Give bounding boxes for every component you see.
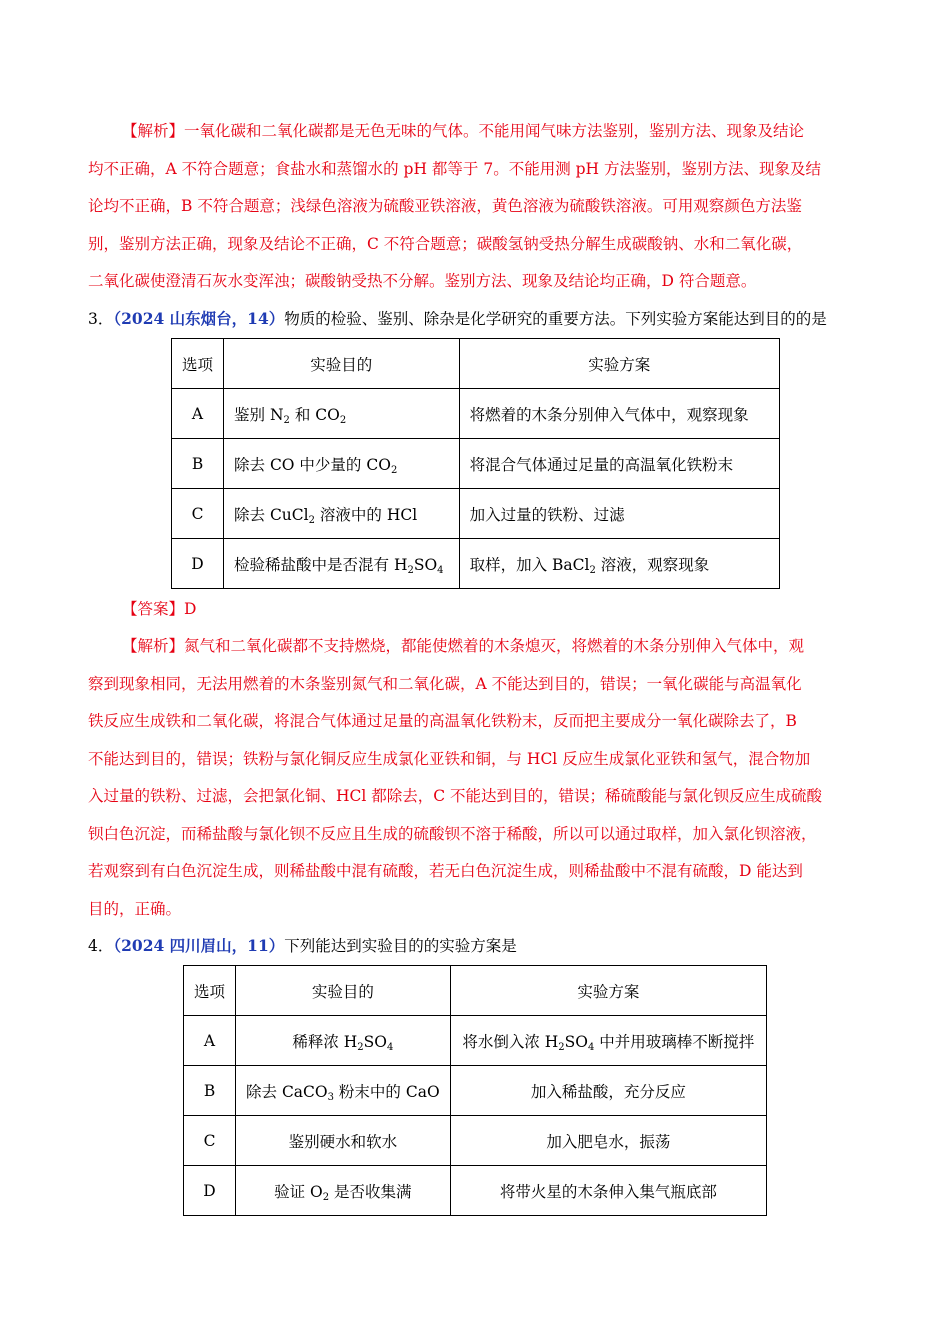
table-row — [172, 389, 780, 439]
header-option: 选项 — [172, 339, 224, 389]
question-3-table — [171, 338, 780, 589]
purpose-cell: 稀释浓 $H_2SO_4$ — [236, 1016, 451, 1066]
table-row — [184, 1016, 767, 1066]
option-cell: D — [184, 1166, 236, 1216]
analysis-label: 【解析】 — [122, 122, 185, 140]
analysis-line: 均不正确，A 不符合题意；食盐水和蒸馏水的 pH 都等于 7。不能用测 pH 方法鉴别，鉴别方法、现象及结 — [88, 159, 821, 178]
analysis-line: 【解析】一氧化碳和二氧化碳都是无色无味的气体。不能用闻气味方法鉴别，鉴别方法、现象及结论 — [122, 122, 805, 140]
table-row — [172, 489, 780, 539]
analysis-line: 别，鉴别方法正确，现象及结论不正确，C 不符合题意；碳酸氢钠受热分解生成碳酸钠、水和二氧化碳， — [88, 234, 803, 253]
plan-cell: 加入肥皂水，振荡 — [450, 1116, 766, 1166]
purpose-cell: 除去 CuCl$_2$ 溶液中的 HCl — [224, 489, 460, 539]
header-option: 选项 — [184, 966, 236, 1016]
question-3-answer — [122, 591, 196, 629]
question-text: 下列能达到实验目的的实验方案是 — [284, 937, 517, 955]
plan-cell: 将混合气体通过足量的高温氧化铁粉末 — [459, 439, 779, 489]
option-cell: D — [172, 539, 224, 589]
table-row — [172, 539, 780, 589]
plan-cell: 将水倒入浓 $H_2SO_4$ 中并用玻璃棒不断搅拌 — [450, 1016, 766, 1066]
header-plan: 实验方案 — [459, 339, 779, 389]
option-cell: A — [172, 389, 224, 439]
question-number: 3． — [88, 310, 114, 328]
plan-cell: 加入稀盐酸，充分反应 — [450, 1066, 766, 1116]
question-4-stem — [88, 927, 517, 966]
question-source: （2024 山东烟台，14） — [113, 309, 285, 328]
question-number: 4． — [88, 937, 114, 955]
plan-cell: 取样，加入 BaCl$_2$ 溶液，观察现象 — [459, 539, 779, 589]
analysis-line: 钡白色沉淀，而稀盐酸与氯化钡不反应且生成的硫酸钡不溶于稀酸，所以可以通过取样，加入氯化钡溶液， — [88, 824, 817, 843]
purpose-cell: 鉴别硬水和软水 — [236, 1116, 451, 1166]
analysis-line: 若观察到有白色沉淀生成，则稀盐酸中混有硫酸，若无白色沉淀生成，则稀盐酸中不混有硫酸，D 能达到 — [88, 862, 803, 880]
question-4-table — [183, 965, 767, 1216]
question-3-stem — [88, 300, 827, 339]
analysis-line: 入过量的铁粉、过滤，会把氯化铜、HCl 都除去，C 不能达到目的，错误；稀硫酸能与氯化钡反应生成硫酸 — [88, 787, 823, 805]
analysis-line: 不能达到目的，错误；铁粉与氯化铜反应生成氯化亚铁和铜，与 HCl 反应生成氯化亚铁和氢气，混合物加 — [88, 749, 811, 768]
question-source: （2024 四川眉山，11） — [113, 936, 285, 955]
purpose-cell: 除去 CaCO$_3$ 粉末中的 CaO — [236, 1066, 451, 1116]
table-header-row — [184, 966, 767, 1016]
analysis-line: 二氧化碳使澄清石灰水变浑浊；碳酸钠受热不分解。鉴别方法、现象及结论均正确，D 符合题意。 — [88, 272, 757, 290]
table-row — [184, 1116, 767, 1166]
option-cell: C — [172, 489, 224, 539]
purpose-cell: 除去 CO 中少量的 $CO_2$ — [224, 439, 460, 489]
analysis-line: 察到现象相同，无法用燃着的木条鉴别氮气和二氧化碳，A 不能达到目的，错误；一氧化碳能与高温氧化 — [88, 674, 802, 693]
analysis-line: 目的，正确。 — [88, 899, 182, 918]
plan-cell: 将燃着的木条分别伸入气体中，观察现象 — [459, 389, 779, 439]
analysis-top — [88, 113, 878, 301]
answer-value: D — [184, 600, 197, 618]
purpose-cell: 检验稀盐酸中是否混有 $H_2SO_4$ — [224, 539, 460, 589]
header-purpose: 实验目的 — [224, 339, 460, 389]
analysis-label: 【解析】 — [122, 637, 185, 655]
plan-cell: 加入过量的铁粉、过滤 — [459, 489, 779, 539]
plan-cell: 将带火星的木条伸入集气瓶底部 — [450, 1166, 766, 1216]
question-text: 物质的检验、鉴别、除杂是化学研究的重要方法。下列实验方案能达到目的的是 — [284, 310, 827, 328]
option-cell: B — [184, 1066, 236, 1116]
table-row — [172, 439, 780, 489]
header-purpose: 实验目的 — [236, 966, 451, 1016]
option-cell: B — [172, 439, 224, 489]
analysis-line: 论均不正确，B 不符合题意；浅绿色溶液为硫酸亚铁溶液，黄色溶液为硫酸铁溶液。可用观察颜色方法鉴 — [88, 197, 802, 215]
table-header-row — [172, 339, 780, 389]
table-row — [184, 1166, 767, 1216]
option-cell: A — [184, 1016, 236, 1066]
analysis-line: 铁反应生成铁和二氧化碳，将混合气体通过足量的高温氧化铁粉末，反而把主要成分一氧化碳除去了，B — [88, 712, 797, 730]
header-plan: 实验方案 — [450, 966, 766, 1016]
purpose-cell: 验证 $O_2$ 是否收集满 — [236, 1166, 451, 1216]
analysis-line: 【解析】氮气和二氧化碳都不支持燃烧，都能使燃着的木条熄灭，将燃着的木条分别伸入气体中，观 — [122, 637, 805, 655]
purpose-cell: 鉴别 $N_2$ 和 $CO_2$ — [224, 389, 460, 439]
question-3-analysis — [88, 628, 888, 928]
table-row — [184, 1066, 767, 1116]
answer-label: 【答案】 — [122, 600, 185, 618]
option-cell: C — [184, 1116, 236, 1166]
